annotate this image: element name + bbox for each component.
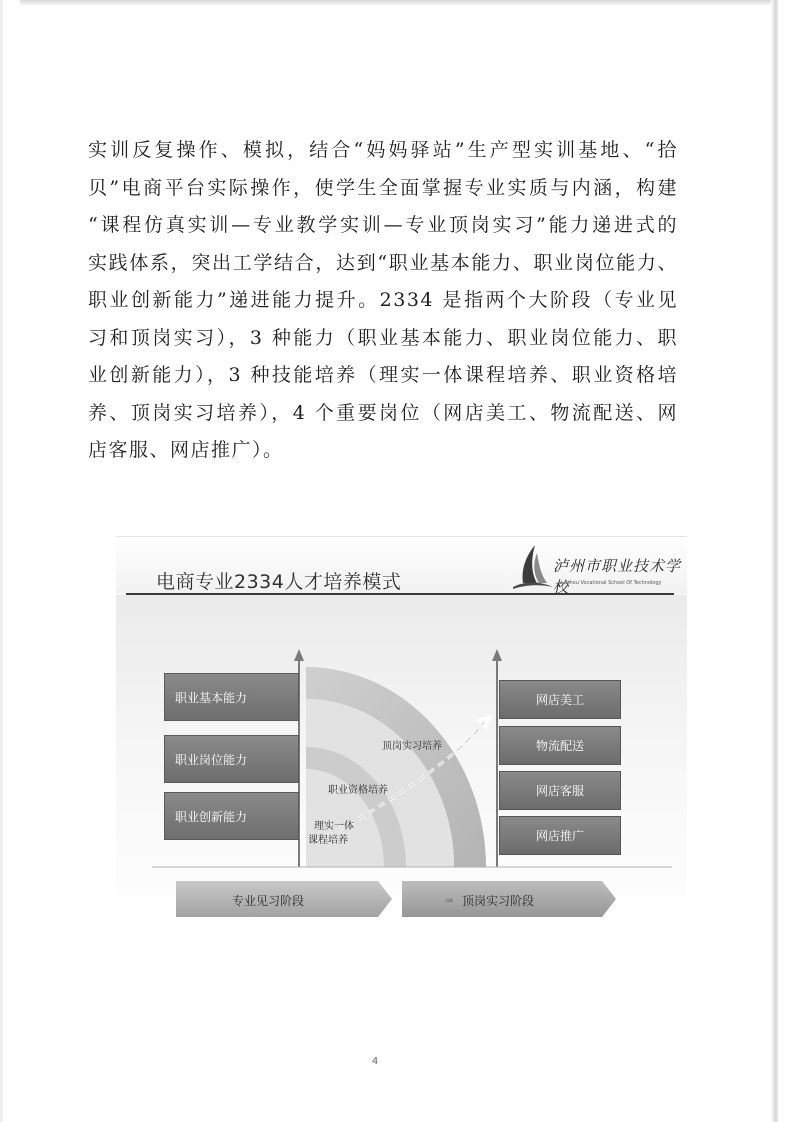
body-paragraph	[88, 132, 678, 470]
paragraph-line: 实训反复操作、模拟，结合“妈妈驿站”生产型实训基地、“拾	[88, 139, 678, 161]
logo-subtitle: Luzhou Vocational School Of Technology	[561, 580, 662, 586]
page-edge-left	[0, 0, 3, 1122]
page-number: 4	[371, 1056, 379, 1067]
paragraph-line: 贝”电商平台实际操作，使学生全面掌握专业实质与内涵，构建	[88, 176, 678, 199]
paragraph-line: 职业创新能力”递进能力提升。2334 是指两个大阶段（专业见	[88, 289, 678, 311]
training-label-internship: 顶岗实习培养	[382, 741, 442, 752]
paragraph-line: 实践体系，突出工学结合，达到“职业基本能力、职业岗位能力、	[88, 251, 678, 274]
paragraph-line: “课程仿真实训—专业教学实训—专业顶岗实习”能力递进式的	[88, 214, 678, 236]
training-label-integrated-1: 理实一体	[314, 821, 354, 832]
axis-arrow-icon	[294, 649, 304, 661]
paragraph-line: 习和顶岗实习），3 种能力（职业基本能力、职业岗位能力、职	[88, 326, 678, 349]
position-box-service: 网店客服	[499, 771, 621, 810]
figure-title: 电商专业2334人才培养模式	[156, 571, 402, 593]
position-box-logistics: 物流配送	[499, 726, 621, 765]
paragraph-line: 店客服、网店推广）。	[88, 439, 284, 461]
paragraph-line: 养、顶岗实习培养），4 个重要岗位（网店美工、物流配送、网	[88, 401, 678, 424]
training-label-qualification: 职业资格培养	[328, 785, 388, 796]
ability-box-basic: 职业基本能力	[164, 673, 299, 721]
ability-box-post: 职业岗位能力	[164, 735, 299, 783]
page-edge-top	[20, 0, 773, 6]
logo-text: 泸州市职业技术学校	[553, 557, 682, 596]
training-label-integrated-2: 课程培养	[308, 835, 348, 846]
axis-arrow-icon	[492, 649, 502, 661]
paragraph-line: 业创新能力），3 种技能培养（理实一体课程培养、职业资格培	[88, 364, 678, 386]
ability-box-innovation: 职业创新能力	[164, 792, 299, 840]
stage-label-internship: 顶岗实习阶段	[462, 894, 535, 908]
stage-marker: us	[446, 897, 453, 904]
talent-model-figure	[116, 536, 687, 933]
page-edge-right	[771, 0, 779, 1122]
position-box-promotion: 网店推广	[499, 816, 621, 855]
position-box-art: 网店美工	[499, 680, 621, 719]
stage-label-practice: 专业见习阶段	[232, 894, 305, 908]
